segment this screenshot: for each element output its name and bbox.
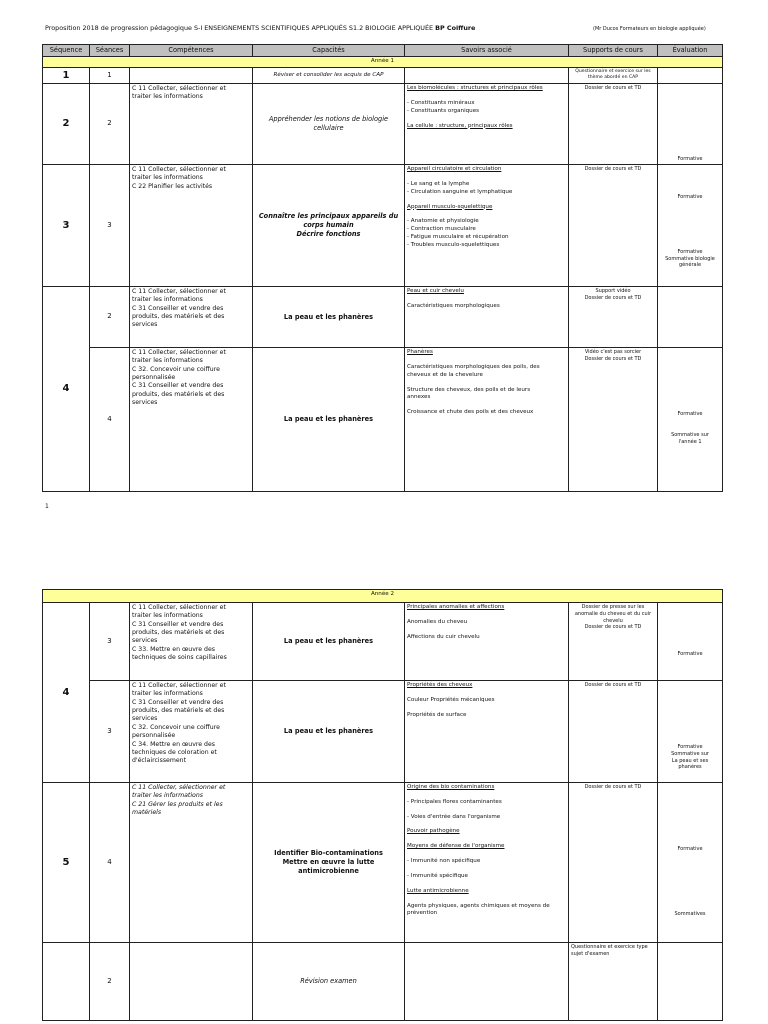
savoir-heading: Principales anomalies et affections bbox=[407, 604, 505, 610]
evaluation-line: Formative bbox=[677, 846, 703, 852]
savoir-heading: Appareil musculo-squelettique bbox=[407, 203, 493, 210]
support-line: Dossier de presse sur les anomalie du cheveu et du cuir chevelu bbox=[574, 604, 652, 624]
competence-line: services bbox=[132, 399, 158, 407]
col-supports: Supports de cours bbox=[569, 45, 658, 57]
savoirs-cell bbox=[405, 348, 569, 492]
seances-cell: 1 bbox=[90, 67, 130, 84]
evaluation-line: Formative bbox=[677, 651, 703, 657]
competence-line: C 32. Concevoir une coiffure bbox=[132, 723, 220, 731]
competence-line: C 31 Conseiller et vendre des bbox=[132, 698, 224, 706]
capacite-line: Identifier Bio-contaminations bbox=[274, 849, 383, 858]
competence-line: traiter les informations bbox=[132, 296, 203, 304]
evaluation-line: Sommatives bbox=[674, 910, 706, 917]
savoir-line: Caractéristiques morphologiques bbox=[407, 302, 500, 309]
seances-cell: 4 bbox=[90, 783, 130, 943]
capacite-cell: La peau et les phanères bbox=[253, 348, 405, 492]
col-capacites: Capacités bbox=[253, 45, 405, 57]
savoir-heading: Appareil circulatoire et circulation bbox=[407, 166, 502, 173]
competences-cell bbox=[130, 84, 253, 165]
savoir-heading: Les biomolécules : structures et principaux rôles bbox=[407, 85, 543, 92]
savoir-line: Couleur Propriétés mécaniques bbox=[407, 696, 495, 703]
evaluation-cell: Formative bbox=[658, 84, 723, 165]
savoir-heading: Origine des bio contaminations bbox=[407, 784, 495, 790]
competence-line: C 11 Collecter, sélectionner et bbox=[132, 166, 226, 174]
savoir-line: Structure des cheveux, des poils et de leurs bbox=[407, 386, 531, 393]
seances-cell: 2 bbox=[90, 287, 130, 348]
capacite-cell bbox=[253, 783, 405, 943]
competence-line: matériels bbox=[132, 809, 162, 817]
savoir-line: Caractéristiques morphologiques des poils, des bbox=[407, 363, 540, 370]
competence-line: C 11 Collecter, sélectionner et bbox=[132, 784, 226, 791]
competence-line: C 22 Planifier les activités bbox=[132, 182, 213, 190]
competence-line: C 11 Collecter, sélectionner et bbox=[132, 682, 226, 689]
evaluation-cell bbox=[658, 603, 723, 681]
capacite-line: Connaître les principaux appareils du corps humain bbox=[258, 212, 399, 230]
capacite-cell: La peau et les phanères bbox=[253, 681, 405, 783]
evaluation-line: Formative bbox=[677, 744, 703, 750]
evaluation-line: Formative bbox=[677, 248, 703, 255]
savoir-line: - Principales flores contaminantes bbox=[407, 798, 502, 805]
col-competences: Compétences bbox=[130, 45, 253, 57]
capacite-cell: Révision examen bbox=[253, 943, 405, 1021]
savoirs-cell bbox=[405, 943, 569, 1021]
evaluation-cell bbox=[658, 287, 723, 348]
document-title-text: Proposition 2018 de progression pédagogique S-I ENSEIGNEMENTS SCIENTIFIQUES APPLIQUÉS S1.2 BIOLOGIE APPLIQUÉE bbox=[45, 24, 434, 32]
savoir-heading: Moyens de défense de l'organisme bbox=[407, 843, 505, 850]
document-author: (Mr Ducos Formateurs en biologie appliquée) bbox=[593, 26, 706, 32]
capacite-cell: La peau et les phanères bbox=[253, 287, 405, 348]
sequence-cell bbox=[43, 943, 90, 1021]
savoir-line: - Immunité non spécifique bbox=[407, 858, 481, 865]
support-line: Dossier de cours et TD bbox=[584, 624, 642, 631]
progression-table-year1 bbox=[42, 44, 723, 492]
savoirs-cell bbox=[405, 67, 569, 84]
savoir-heading: Peau et cuir chevelu bbox=[407, 288, 464, 295]
support-cell: Questionnaire et exercice type sujet d'examen bbox=[569, 943, 658, 1021]
table-header-row bbox=[43, 45, 723, 57]
competence-line: C 32. Concevoir une coiffure bbox=[132, 365, 220, 373]
savoir-heading: Lutte antimicrobienne bbox=[407, 887, 469, 894]
support-line: Dossier de cours et TD bbox=[584, 294, 642, 301]
savoirs-cell bbox=[405, 165, 569, 287]
savoir-line: - Constituants minéraux bbox=[407, 99, 475, 106]
sequence-cell: 5 bbox=[43, 783, 90, 943]
competence-line: traiter les informations bbox=[132, 690, 203, 698]
evaluation-cell bbox=[658, 67, 723, 84]
year-label: Année 1 bbox=[43, 57, 723, 68]
competences-cell bbox=[130, 681, 253, 783]
competences-cell bbox=[130, 783, 253, 943]
savoir-line: - Le sang et la lymphe bbox=[407, 180, 470, 187]
table-row bbox=[43, 287, 723, 348]
competence-line: C 11 Collecter, sélectionner et bbox=[132, 349, 226, 357]
col-savoirs: Savoirs associé bbox=[405, 45, 569, 57]
competence-line: d'éclaircissement bbox=[132, 757, 187, 765]
table-row bbox=[43, 348, 723, 492]
competence-line: traiter les informations bbox=[132, 357, 203, 365]
evaluation-line: Sommative sur l'année 1 bbox=[671, 431, 709, 445]
evaluation-cell bbox=[658, 783, 723, 943]
competences-cell bbox=[130, 67, 253, 84]
savoir-line: Agents physiques, agents chimiques et moyens de prévention bbox=[407, 902, 550, 917]
year-row bbox=[43, 590, 723, 603]
competence-line: C 31 Conseiller et vendre des bbox=[132, 620, 224, 628]
page-number: 1 bbox=[45, 503, 49, 510]
table-row bbox=[43, 67, 723, 84]
competences-cell bbox=[130, 603, 253, 681]
competence-line: produits, des matériels et des bbox=[132, 313, 225, 321]
support-line: Support vidéo bbox=[595, 288, 631, 295]
savoir-heading: Pouvoir pathogène bbox=[407, 828, 460, 835]
savoir-line: - Voies d'entrée dans l'organisme bbox=[407, 813, 501, 820]
competence-line: techniques de coloration et bbox=[132, 748, 217, 756]
savoir-line: Croissance et chute des poils et des cheveux bbox=[407, 409, 534, 416]
competences-cell bbox=[130, 943, 253, 1021]
sequence-cell: 4 bbox=[43, 603, 90, 783]
savoirs-cell bbox=[405, 84, 569, 165]
table-row bbox=[43, 84, 723, 165]
savoir-line: Propriétés de surface bbox=[407, 711, 467, 718]
support-cell: Questionnaire et exercice sur les thème abordé en CAP bbox=[569, 67, 658, 84]
savoir-line: Affections du cuir chevelu bbox=[407, 633, 480, 640]
competence-line: services bbox=[132, 715, 158, 723]
col-seances: Séances bbox=[90, 45, 130, 57]
savoir-line: annexes bbox=[407, 394, 431, 401]
capacite-line: Décrire fonctions bbox=[296, 229, 361, 238]
savoirs-cell bbox=[405, 681, 569, 783]
table-row bbox=[43, 603, 723, 681]
savoir-line: - Constituants organiques bbox=[407, 107, 480, 114]
competence-line: personnalisée bbox=[132, 374, 176, 382]
evaluation-line: Formative bbox=[677, 194, 703, 201]
savoir-line: - Circulation sanguine et lymphatique bbox=[407, 188, 513, 195]
competence-line: C 34. Mettre en œuvre des bbox=[132, 740, 216, 748]
savoir-heading: Phanères bbox=[407, 349, 433, 356]
competence-line: C 11 Collecter, sélectionner et bbox=[132, 288, 226, 296]
evaluation-cell bbox=[658, 165, 723, 287]
competence-line: traiter les informations bbox=[132, 612, 203, 620]
sequence-cell: 4 bbox=[43, 287, 90, 492]
support-cell: Dossier de cours et TD bbox=[569, 84, 658, 165]
seances-cell: 2 bbox=[90, 84, 130, 165]
evaluation-line: Formative bbox=[677, 411, 703, 418]
support-cell bbox=[569, 348, 658, 492]
support-cell: Dossier de cours et TD bbox=[569, 783, 658, 943]
savoir-line: - Contraction musculaire bbox=[407, 226, 476, 233]
competence-line: C 21 Gérer les produits et les bbox=[132, 800, 223, 808]
document-title-bold: BP Coiffure bbox=[435, 24, 476, 32]
support-cell: Dossier de cours et TD bbox=[569, 165, 658, 287]
competence-line: traiter les informations bbox=[132, 93, 203, 101]
competence-line: C 31 Conseiller et vendre des bbox=[132, 304, 224, 312]
competence-line: personnalisée bbox=[132, 732, 176, 740]
table-row bbox=[43, 783, 723, 943]
seances-cell: 2 bbox=[90, 943, 130, 1021]
col-sequence: Séquence bbox=[43, 45, 90, 57]
savoir-line: - Troubles musculo-squelettiques bbox=[407, 241, 500, 248]
table-row bbox=[43, 681, 723, 783]
sequence-cell: 1 bbox=[43, 67, 90, 84]
competence-line: traiter les informations bbox=[132, 174, 203, 182]
evaluation-cell bbox=[658, 681, 723, 783]
competence-line: techniques de soins capillaires bbox=[132, 654, 227, 662]
support-line: Dossier de cours et TD bbox=[584, 355, 642, 362]
savoir-heading: Propriétés des cheveux bbox=[407, 682, 473, 688]
table-row bbox=[43, 165, 723, 287]
support-cell: Dossier de cours et TD bbox=[569, 681, 658, 783]
evaluation-line: Sommative sur La peau et ses phanères bbox=[671, 750, 709, 771]
competence-line: C 11 Collecter, sélectionner et bbox=[132, 85, 226, 93]
capacite-cell: Réviser et consolider les acquis de CAP bbox=[253, 67, 405, 84]
seances-cell: 3 bbox=[90, 603, 130, 681]
competence-line: C 11 Collecter, sélectionner et bbox=[132, 604, 226, 611]
support-cell bbox=[569, 287, 658, 348]
competences-cell bbox=[130, 348, 253, 492]
competence-line: services bbox=[132, 637, 158, 645]
savoir-line: Anomalies du cheveu bbox=[407, 618, 468, 625]
support-cell bbox=[569, 603, 658, 681]
savoirs-cell bbox=[405, 603, 569, 681]
year-label: Année 2 bbox=[43, 590, 723, 603]
support-line: Vidéo c'est pas sorcier bbox=[584, 349, 642, 356]
savoir-line: - Anatomie et physiologie bbox=[407, 218, 479, 225]
competences-cell bbox=[130, 287, 253, 348]
competence-line: produits, des matériels et des bbox=[132, 629, 225, 637]
savoirs-cell bbox=[405, 783, 569, 943]
savoir-line: cheveux et de la chevelure bbox=[407, 371, 483, 378]
evaluation-cell bbox=[658, 943, 723, 1021]
competence-line: produits, des matériels et des bbox=[132, 707, 225, 715]
competence-line: traiter les informations bbox=[132, 792, 203, 800]
capacite-cell: La peau et les phanères bbox=[253, 603, 405, 681]
seances-cell: 3 bbox=[90, 681, 130, 783]
savoirs-cell bbox=[405, 287, 569, 348]
competences-cell bbox=[130, 165, 253, 287]
col-evaluation: Évaluation bbox=[658, 45, 723, 57]
savoir-line: - Fatigue musculaire et récupération bbox=[407, 234, 509, 241]
table-row bbox=[43, 943, 723, 1021]
document-title bbox=[45, 24, 475, 32]
evaluation-line: Sommative biologie générale bbox=[665, 255, 715, 269]
sequence-cell: 3 bbox=[43, 165, 90, 287]
savoir-line: - Immunité spécifique bbox=[407, 872, 468, 879]
savoir-heading: La cellule : structure, principaux rôles bbox=[407, 122, 513, 129]
year-row bbox=[43, 57, 723, 68]
progression-table-year2 bbox=[42, 589, 723, 1021]
capacite-cell bbox=[253, 165, 405, 287]
competence-line: produits, des matériels et des bbox=[132, 390, 225, 398]
capacite-line: Mettre en œuvre la lutte antimicrobienne bbox=[282, 858, 375, 875]
sequence-cell: 2 bbox=[43, 84, 90, 165]
competence-line: services bbox=[132, 321, 158, 329]
seances-cell: 3 bbox=[90, 165, 130, 287]
competence-line: C 31 Conseiller et vendre des bbox=[132, 382, 224, 390]
seances-cell: 4 bbox=[90, 348, 130, 492]
capacite-cell: Appréhender les notions de biologie cellulaire bbox=[253, 84, 405, 165]
evaluation-cell bbox=[658, 348, 723, 492]
competence-line: C 33. Mettre en œuvre des bbox=[132, 645, 216, 653]
